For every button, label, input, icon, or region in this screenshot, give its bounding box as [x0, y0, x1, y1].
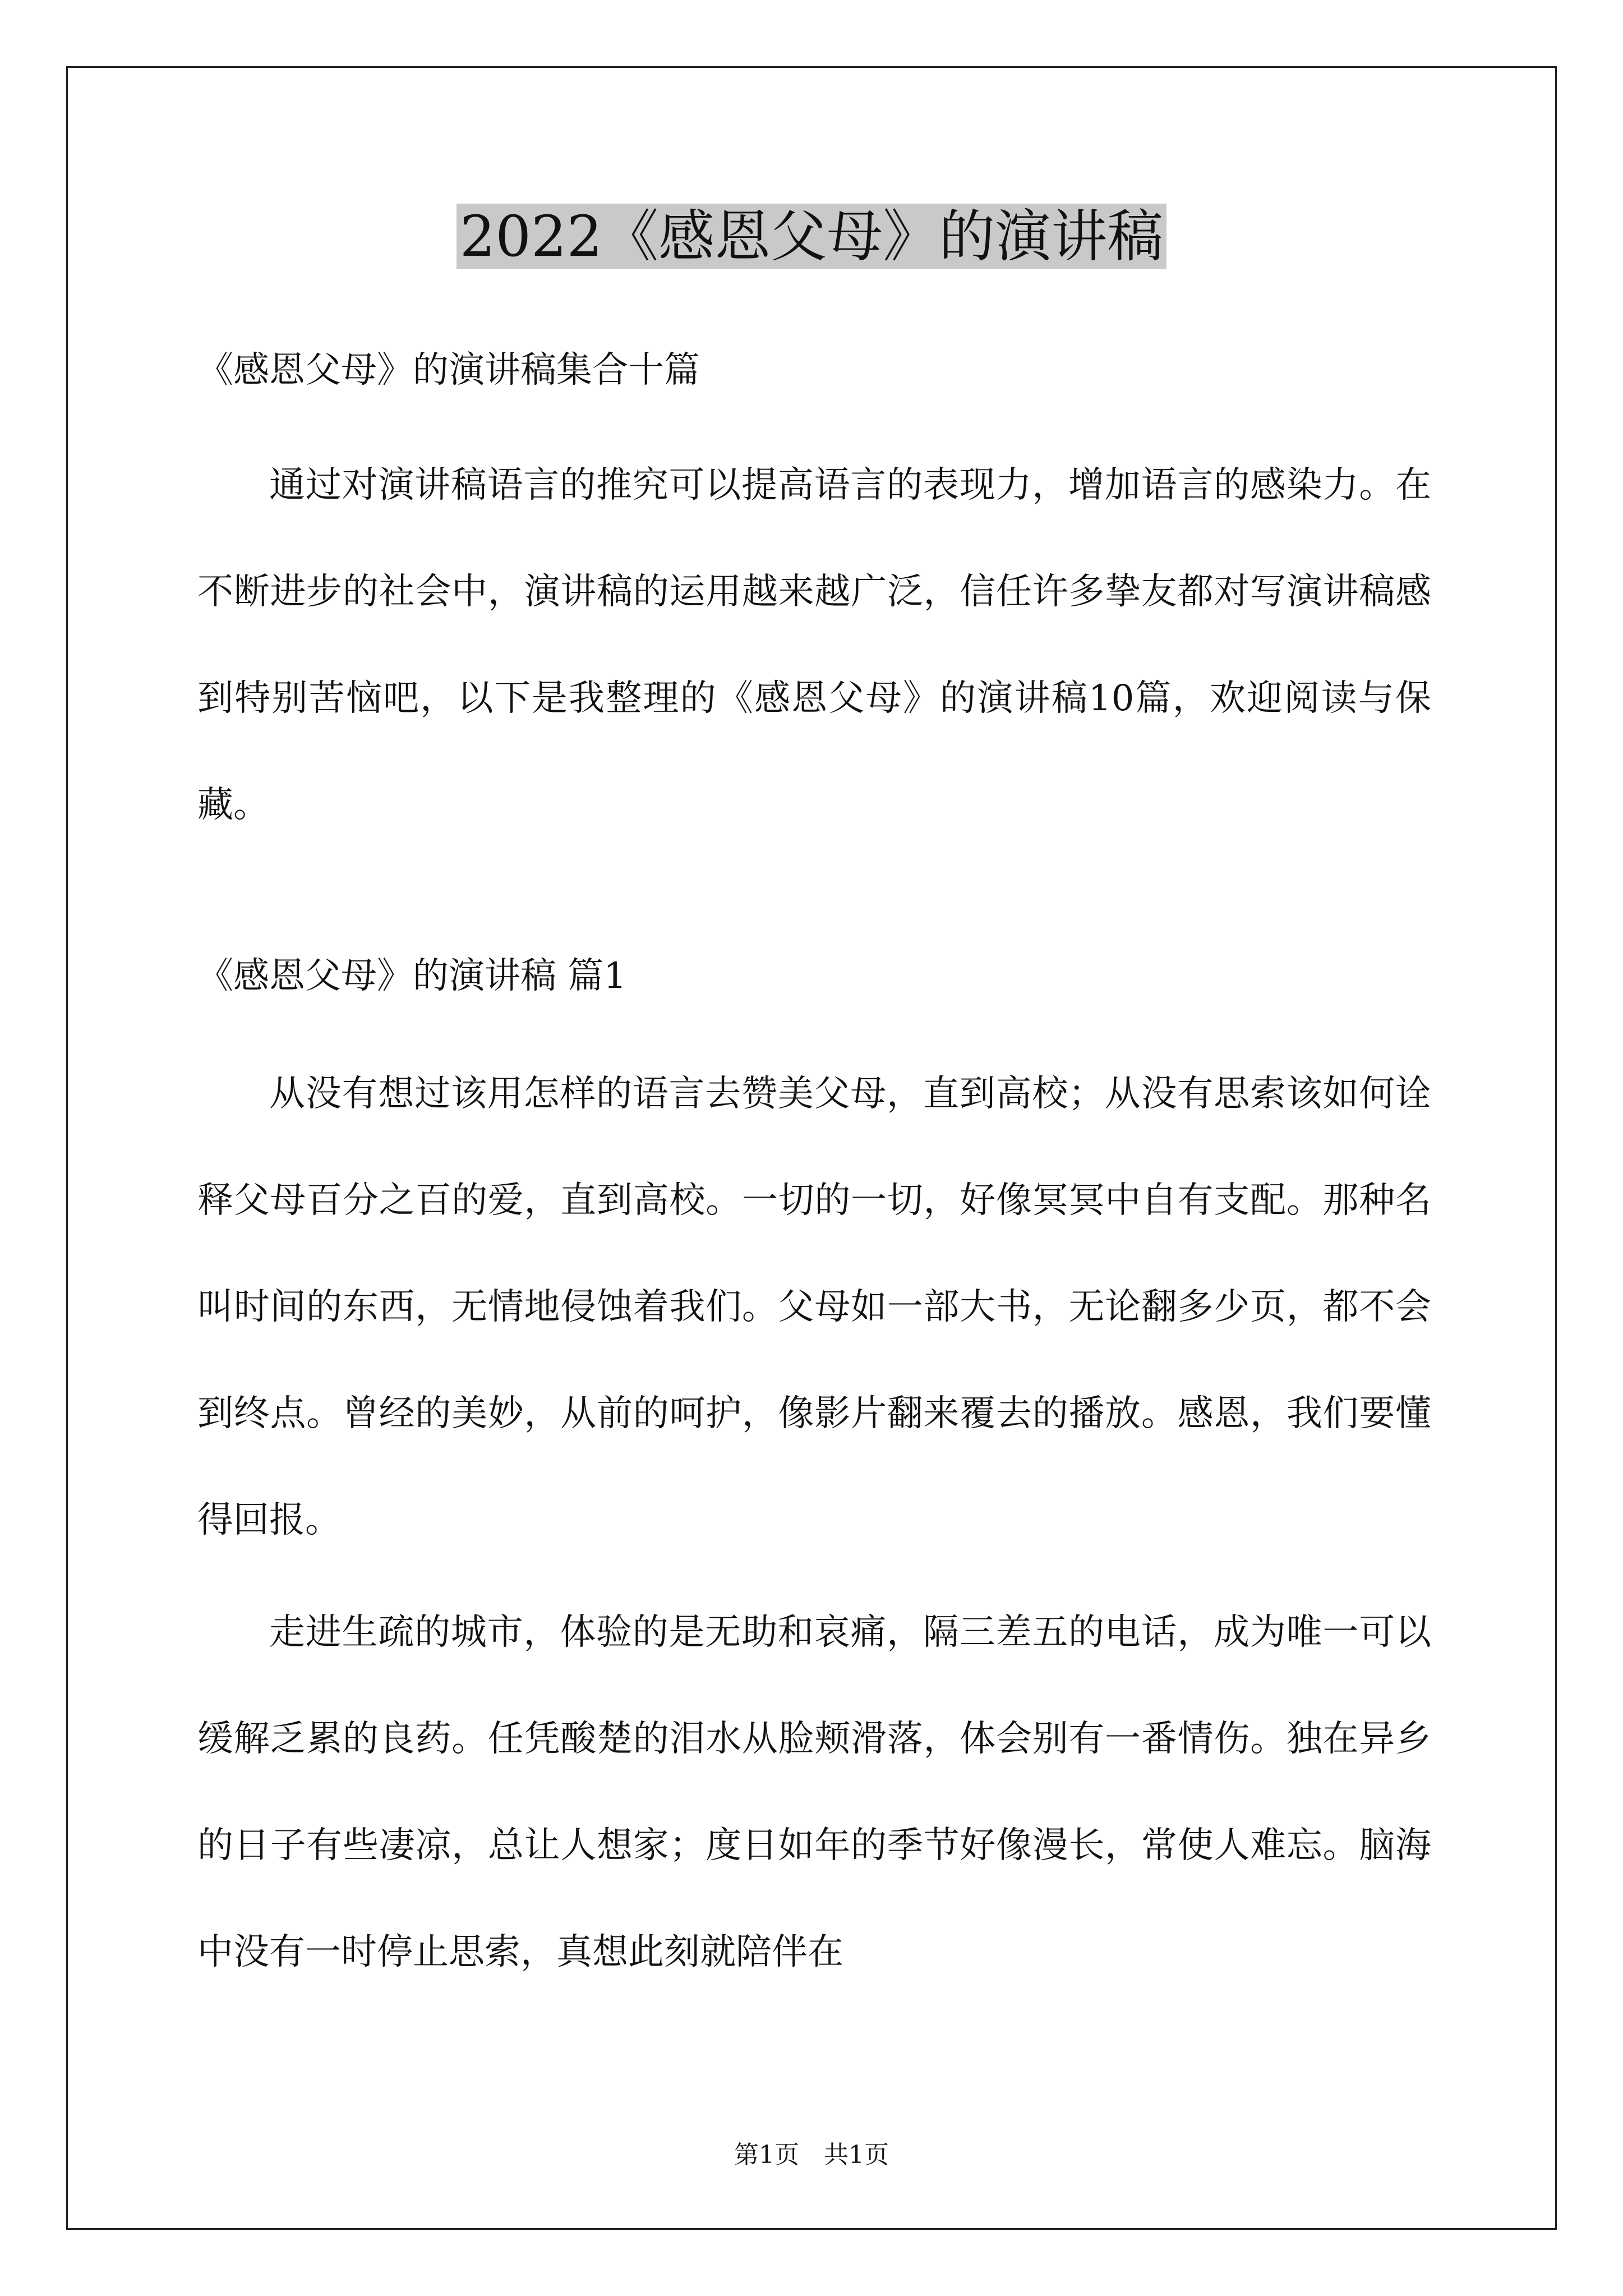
document-title — [0, 197, 1623, 276]
body-paragraph-2: 走进生疏的城市，体验的是无助和哀痛，隔三差五的电话，成为唯一可以缓解乏累的良药。任凭酸楚的泪水从脸颊滑落，体会别有一番情伤。独在异乡的日子有些凄凉，总让人想家；度日如年的季节好像漫长，常使人难忘。脑海中没有一时停止思索，真想此刻就陪伴在 — [197, 1612, 1431, 1973]
intro-paragraph: 通过对演讲稿语言的推究可以提高语言的表现力，增加语言的感染力。在不断进步的社会中，演讲稿的运用越来越广泛，信任许多挚友都对写演讲稿感到特别苦恼吧，以下是我整理的《感恩父母》的演讲稿10篇，欢迎阅读与保藏。 — [197, 464, 1431, 826]
body-paragraph-1: 从没有想过该用怎样的语言去赞美父母，直到高校；从没有思索该如何诠释父母百分之百的爱，直到高校。一切的一切，好像冥冥中自有支配。那种名叫时间的东西，无情地侵蚀着我们。父母如一部大书，无论翻多少页，都不会到终点。曾经的美妙，从前的呵护，像影片翻来覆去的播放。感恩，我们要懂得回报。 — [197, 1073, 1431, 1541]
page-footer: 第1页 共1页 — [734, 2141, 889, 2169]
document-subtitle: 《感恩父母》的演讲稿集合十篇 — [197, 349, 700, 391]
document-title-text: 2022《感恩父母》的演讲稿 — [457, 204, 1167, 269]
section-heading: 《感恩父母》的演讲稿 篇1 — [197, 955, 627, 997]
